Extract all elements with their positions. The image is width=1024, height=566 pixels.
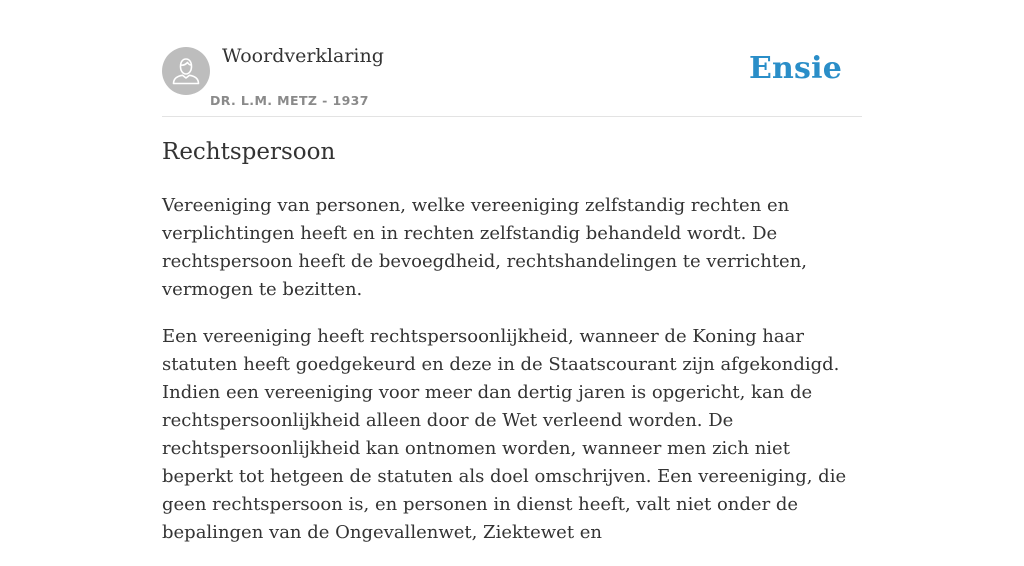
paragraph: Vereeniging van personen, welke vereeniging zelfstandig rechten en verplichtingen heeft en in rechten zelfstandig behandeld wordt. De rechtspersoon heeft de bevoegdheid, rechtshandelingen te verrichten, vermogen te bezitten. <box>162 195 808 300</box>
entry-body <box>162 192 862 566</box>
source-meta <box>210 93 369 108</box>
meta-separator: - <box>322 93 328 108</box>
avatar[interactable] <box>162 47 210 95</box>
publication-year: 1937 <box>332 93 369 108</box>
source-title[interactable]: Woordverklaring <box>222 45 384 67</box>
brand-logo[interactable]: Ensie <box>748 51 842 86</box>
header <box>162 0 862 117</box>
author-label[interactable]: DR. L.M. METZ <box>210 93 318 108</box>
page-title: Rechtspersoon <box>162 139 336 165</box>
paragraph: Een vereeniging heeft rechtspersoonlijkheid, wanneer de Koning haar statuten heeft goedgekeurd en deze in de Staatscourant zijn afgekondigd. Indien een vereeniging voor meer dan dertig jaren is opgericht, kan de rechtspersoonlijkheid alleen door de Wet verleend worden. De rechtspersoonlijkheid kan ontnomen worden, wanneer men zich niet beperkt tot hetgeen de statuten als doel omschrijven. Een vereeniging, die geen rechtspersoon is, en personen in dienst heeft, valt niet onder de bepalingen van de Ongevallenwet, Ziektewet en <box>162 326 847 543</box>
user-silhouette-icon <box>162 47 210 95</box>
